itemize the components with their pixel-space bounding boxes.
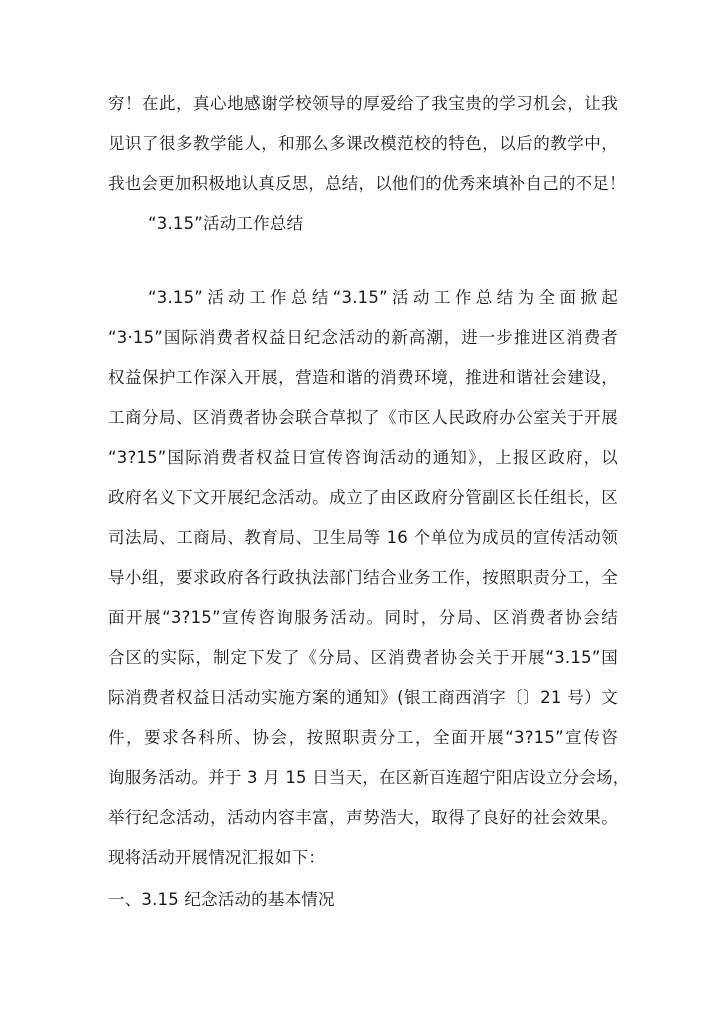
paragraph-1-line-2: 见识了很多教学能人，和那么多课改模范校的特色，以后的教学中，	[108, 134, 618, 153]
paragraph-2-line-2: “3·15”国际消费者权益日纪念活动的新高潮，进一步推进区消费者	[108, 328, 618, 347]
paragraph-1-line-3: 我也会更加积极地认真反思，总结，以他们的优秀来填补自己的不足！	[108, 174, 626, 193]
paragraph-2-line-12: 件，要求各科所、协会，按照职责分工，全面开展“3?15”宣传咨	[108, 728, 618, 747]
paragraph-2-line-5: “3?15”国际消费者权益日宣传咨询活动的通知》，上报区政府，以	[108, 448, 618, 467]
paragraph-2-line-13: 询服务活动。并于 3 月 15 日当天，在区新百连超宁阳店设立分会场，	[108, 768, 630, 787]
paragraph-2-line-8: 导小组，要求政府各行政执法部门结合业务工作，按照职责分工，全	[108, 568, 618, 587]
paragraph-2-line-3: 权益保护工作深入开展，营造和谐的消费环境，推进和谐社会建设，	[108, 368, 618, 387]
paragraph-2-line-11: 际消费者权益日活动实施方案的通知》(银工商西消字〔〕21 号）文	[108, 688, 618, 707]
paragraph-2-line-15: 现将活动开展情况汇报如下：	[108, 848, 326, 867]
section-title: “3.15”活动工作总结	[148, 214, 304, 233]
paragraph-2-line-6: 政府名义下文开展纪念活动。成立了由区政府分管副区长任组长，区	[108, 488, 618, 507]
paragraph-2-line-14: 举行纪念活动，活动内容丰富，声势浩大，取得了良好的社会效果。	[108, 808, 618, 827]
paragraph-2-line-7: 司法局、工商局、教育局、卫生局等 16 个单位为成员的宣传活动领	[108, 528, 618, 547]
section-1-heading: 一、3.15 纪念活动的基本情况	[108, 890, 335, 909]
paragraph-2-line-4: 工商分局、区消费者协会联合草拟了《市区人民政府办公室关于开展	[108, 408, 618, 427]
paragraph-2-line-9: 面开展“3?15”宣传咨询服务活动。同时，分局、区消费者协会结	[108, 608, 618, 627]
paragraph-1-line-1: 穷！在此，真心地感谢学校领导的厚爱给了我宝贵的学习机会，让我	[108, 94, 618, 113]
paragraph-2-line-10: 合区的实际，制定下发了《分局、区消费者协会关于开展“3.15”国	[108, 648, 618, 667]
paragraph-2-line-1: “3.15”活动工作总结“3.15”活动工作总结为全面掀起	[148, 288, 618, 307]
